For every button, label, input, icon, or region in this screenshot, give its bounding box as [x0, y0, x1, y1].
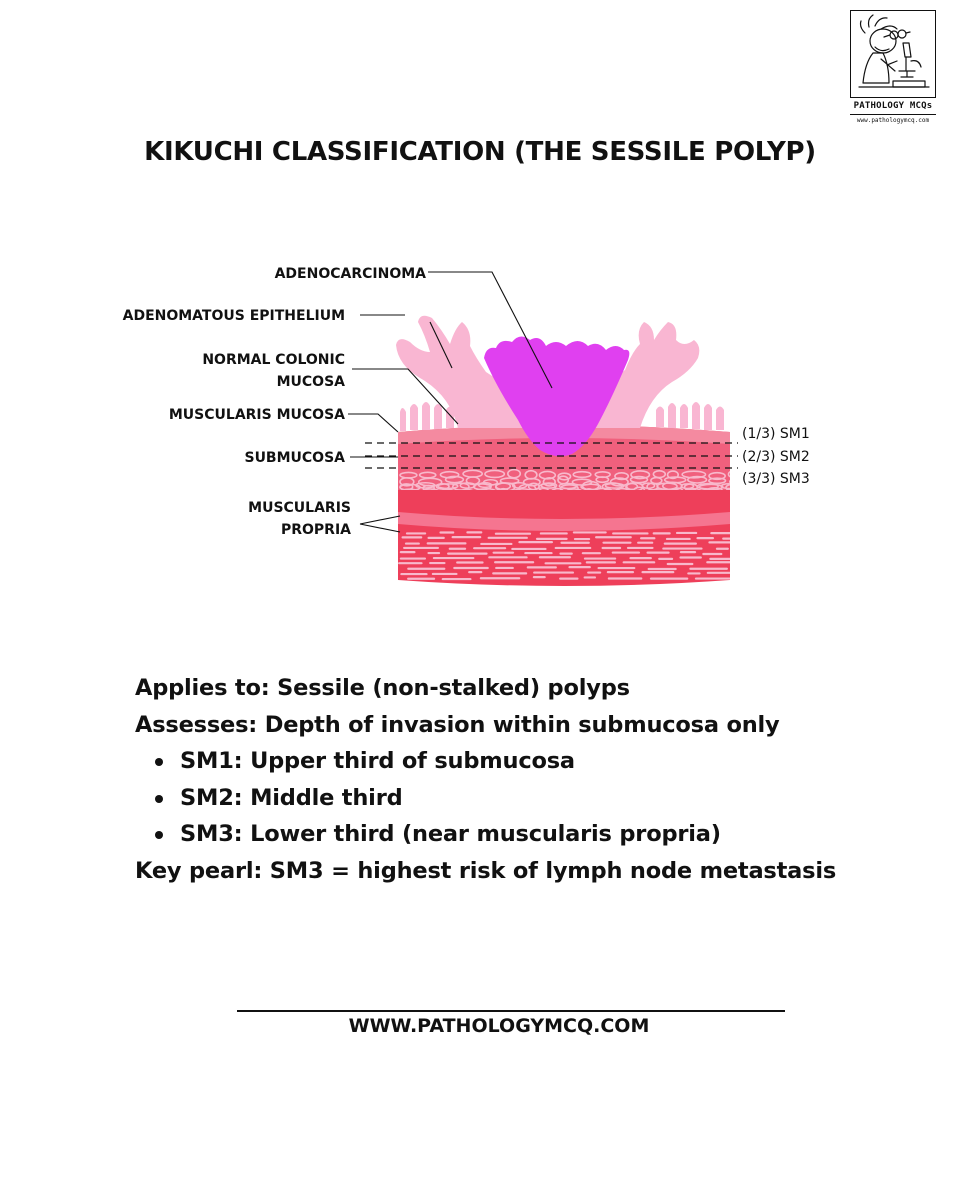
muscle-fiber [637, 542, 653, 544]
muscle-fiber [597, 567, 635, 569]
sm-list [135, 743, 915, 853]
muscle-fiber [689, 568, 728, 570]
muscle-fiber [707, 572, 748, 574]
list-item-sm1: SM1: Upper third of submucosa [135, 743, 915, 780]
muscle-fiber [466, 531, 482, 533]
applies-to: Applies to: Sessile (non-stalked) polyps [135, 675, 630, 701]
label-muscularis: MUSCULARIS [248, 500, 351, 516]
muscle-fiber [432, 573, 458, 575]
muscle-fiber [453, 567, 489, 569]
muscle-fiber [427, 542, 467, 544]
muscle-fiber [595, 536, 632, 538]
muscle-fiber [559, 578, 578, 580]
muscle-fiber [539, 556, 571, 558]
muscle-fiber [573, 531, 607, 533]
muscle-fiber [648, 568, 677, 570]
muscle-fiber [667, 563, 694, 565]
muscle-fiber [687, 572, 700, 574]
muscle-fiber [400, 573, 427, 575]
muscle-fiber [533, 576, 546, 578]
muscle-fiber [488, 537, 528, 539]
label-submucosa: SUBMUCOSA [244, 450, 345, 466]
muscle-fiber [662, 547, 702, 549]
muscle-fiber [602, 542, 631, 544]
muscle-fiber [406, 532, 426, 534]
muscle-fiber [540, 532, 568, 534]
muscle-fiber [473, 547, 506, 549]
muscle-fiber [650, 577, 688, 579]
muscle-fiber [524, 552, 552, 554]
muscle-fiber [680, 551, 696, 553]
muscle-fiber [493, 552, 515, 554]
muscle-fiber [427, 537, 444, 539]
muscle-fiber [708, 541, 741, 543]
label-normal-colonic-mucosa: MUCOSA [276, 374, 345, 390]
muscle-fiber [646, 552, 669, 554]
muscle-fiber [560, 542, 589, 544]
muscle-fiber [433, 557, 475, 559]
muscle-fiber [494, 561, 534, 563]
label-adenocarcinoma: ADENOCARCINOMA [274, 266, 426, 282]
muscle-fiber [608, 577, 643, 579]
muscle-fiber [480, 577, 521, 579]
muscle-fiber [439, 531, 454, 533]
muscularis-mucosa-leader [348, 414, 398, 432]
muscle-fiber [449, 548, 466, 550]
muscle-fiber [403, 547, 439, 549]
muscle-fiber [587, 571, 601, 573]
notes [135, 670, 915, 889]
muscle-fiber [602, 547, 622, 549]
muscle-fiber [586, 561, 616, 563]
muscle-fiber [627, 547, 654, 549]
muscle-fiber [607, 571, 634, 573]
muscle-fiber [612, 551, 640, 553]
label-sm2: (2/3) SM2 [742, 449, 810, 465]
muscle-fiber [666, 538, 691, 540]
muscle-fiber [456, 561, 484, 563]
muscle-fiber [582, 552, 601, 554]
label-sm3: (3/3) SM3 [742, 471, 810, 487]
muscle-fiber [623, 561, 656, 563]
muscle-fiber [518, 541, 553, 543]
muscle-fiber [407, 568, 445, 570]
muscle-fiber [574, 538, 590, 540]
muscle-fiber [492, 572, 527, 574]
muscle-fiber [398, 562, 423, 564]
list-item-sm2: SM2: Middle third [135, 780, 915, 817]
muscle-fiber [533, 571, 574, 573]
logo-url: www.pathologymcq.com [856, 117, 930, 124]
muscle-fiber [641, 571, 674, 573]
muscle-fiber [442, 578, 472, 580]
muscle-fiber [480, 543, 512, 545]
muscle-fiber [584, 557, 616, 559]
page-title: KIKUCHI CLASSIFICATION (THE SESSILE POLYP) [144, 137, 816, 167]
muscle-fiber [716, 548, 729, 550]
muscle-fiber [536, 538, 568, 540]
muscle-fiber [452, 536, 482, 538]
muscularis-propria-leader-1 [360, 516, 400, 524]
muscle-fiber [640, 537, 655, 539]
assesses: Assesses: Depth of invasion within submucosa only [135, 711, 780, 738]
key-pearl: Key pearl: SM3 = highest risk of lymph node metastasis [135, 857, 837, 884]
label-normal-colonic: NORMAL COLONIC [202, 352, 345, 368]
muscle-fiber [664, 543, 697, 545]
muscle-fiber [722, 538, 758, 540]
muscularis-propria-leader-2 [360, 524, 400, 532]
logo-title: PATHOLOGY MCQs [853, 101, 933, 111]
muscle-fiber [679, 556, 702, 558]
muscle-fiber [612, 532, 648, 534]
footer-url: WWW.PATHOLOGYMCQ.COM [348, 1015, 650, 1037]
muscle-fiber [405, 542, 420, 544]
muscle-fiber [676, 532, 697, 534]
muscle-fiber [702, 553, 722, 555]
muscle-fiber [695, 577, 731, 579]
muscle-fiber [709, 558, 736, 560]
muscle-fiber [447, 553, 488, 555]
muscle-fiber [400, 551, 416, 553]
muscle-fiber [495, 533, 531, 535]
muscle-fiber [495, 567, 514, 569]
muscle-fiber [427, 552, 440, 554]
muscle-fiber [710, 532, 739, 534]
muscle-fiber [511, 548, 546, 550]
muscle-fiber [653, 532, 671, 534]
muscle-fiber [629, 557, 651, 559]
label-propria: PROPRIA [280, 522, 351, 538]
muscle-fiber [402, 536, 423, 538]
muscle-fiber [488, 556, 527, 558]
muscle-fiber [584, 576, 596, 578]
submucosa-cell [728, 470, 742, 478]
footer-divider [237, 1010, 785, 1012]
list-item-sm3: SM3: Lower third (near muscularis propria) [135, 816, 915, 853]
muscle-fiber [658, 558, 673, 560]
muscle-fiber [527, 566, 557, 568]
muscle-fiber [545, 562, 582, 564]
label-muscularis-mucosa: MUSCULARIS MUCOSA [168, 407, 345, 423]
label-adenomatous-epithelium: ADENOMATOUS EPITHELIUM [122, 308, 345, 324]
muscle-fiber [568, 566, 590, 568]
muscle-fiber [559, 553, 572, 555]
muscle-fiber [407, 578, 435, 580]
muscle-fiber [706, 561, 731, 563]
muscle-fiber [696, 537, 714, 539]
muscle-fiber [468, 571, 482, 573]
submucosa-cell [728, 506, 749, 511]
label-sm1: (1/3) SM1 [742, 426, 810, 442]
muscle-fiber [555, 547, 592, 549]
muscle-fiber [429, 562, 445, 564]
muscle-fiber [400, 557, 426, 559]
